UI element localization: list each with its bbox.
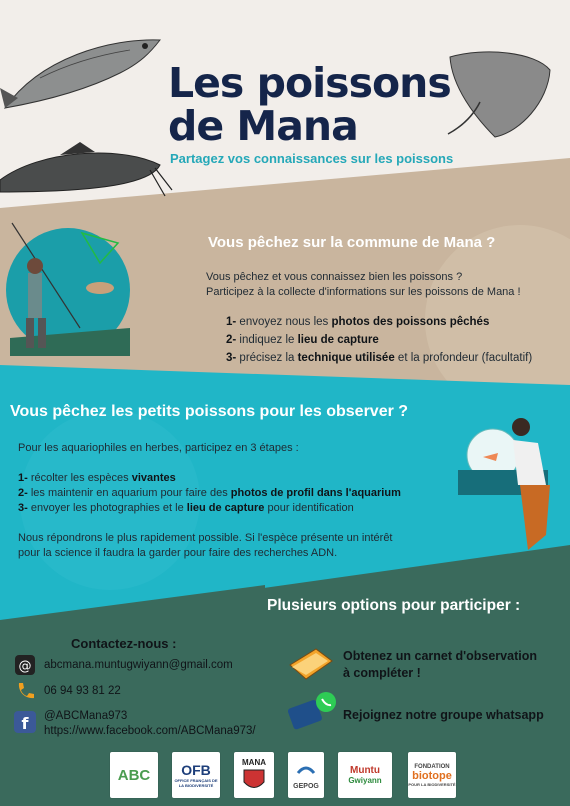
ofb-logo: OFB OFFICE FRANÇAIS DE LA BIODIVERSITÉ	[172, 752, 220, 798]
fishing-step: 1- envoyez nous les photos des poissons pêchés	[226, 316, 490, 328]
aquarium-step: 2- les maintenir en aquarium pour faire des photos de profil dans l'aquarium	[18, 487, 401, 499]
title-line-2: de Mana	[168, 102, 358, 150]
options-heading: Plusieurs options pour participer :	[267, 597, 521, 614]
aquarium-step: 3- envoyer les photographies et le lieu de capture pour identification	[18, 502, 354, 514]
aquarium-step: 1- récolter les espèces vivantes	[18, 472, 176, 484]
stingray-icon	[440, 42, 560, 147]
muntu-gwiyann-logo: Muntu Gwiyann	[338, 752, 392, 798]
email-link[interactable]: abcmana.muntugwiyann@gmail.com	[44, 659, 233, 671]
abc-logo: ABC	[110, 752, 158, 798]
fishing-intro-line-2: Participez à la collecte d'informations sur les poissons de Mana !	[206, 286, 521, 298]
fisher-woman-icon	[0, 218, 135, 356]
facebook-handle[interactable]: @ABCMana973	[44, 710, 128, 722]
mana-logo: MANA	[234, 752, 274, 798]
fishing-section-heading: Vous pêchez sur la commune de Mana ?	[208, 234, 496, 251]
aquarium-closing-line-1: Nous répondrons le plus rapidement possible. Si l'espèce présente un intérêt	[18, 532, 393, 544]
option-notebook-line-2: à compléter !	[343, 666, 421, 680]
aquarium-closing-line-2: pour la science il faudra la garder pour faire des recherches ADN.	[18, 547, 338, 559]
phone-row[interactable]	[14, 680, 121, 702]
phone-number[interactable]: 06 94 93 81 22	[44, 685, 121, 697]
catfish-icon	[0, 130, 175, 210]
notebook-icon	[286, 643, 334, 683]
aquarium-woman-icon	[458, 415, 566, 555]
page-title	[168, 59, 451, 150]
fondation-biotope-logo: FONDATION biotope POUR LA BIODIVERSITÉ	[408, 752, 456, 798]
option-whatsapp: Rejoignez notre groupe whatsapp	[343, 708, 544, 722]
option-notebook	[343, 648, 537, 682]
phone-icon	[14, 680, 36, 702]
title-line-1: Les poissons	[168, 59, 451, 107]
whatsapp-icon	[284, 690, 340, 732]
svg-text:f: f	[21, 714, 29, 733]
email-row[interactable]	[14, 654, 233, 676]
aquarium-intro: Pour les aquariophiles en herbes, participez en 3 étapes :	[18, 442, 299, 454]
fishing-intro-line-1: Vous pêchez et vous connaissez bien les poissons ?	[206, 271, 463, 283]
facebook-row[interactable]	[14, 709, 256, 739]
contact-title: Contactez-nous :	[71, 636, 177, 651]
svg-text:@: @	[18, 659, 32, 674]
aquarium-body	[18, 441, 401, 561]
option-notebook-line-1: Obtenez un carnet d'observation	[343, 649, 537, 663]
facebook-url[interactable]: https://www.facebook.com/ABCMana973/	[44, 725, 256, 737]
fishing-step: 2- indiquez le lieu de capture	[226, 334, 379, 346]
aquarium-section-heading: Vous pêchez les petits poissons pour les observer ?	[10, 403, 409, 420]
fishing-steps	[226, 313, 532, 367]
fishing-step: 3- précisez la technique utilisée et la profondeur (facultatif)	[226, 352, 533, 364]
gepog-logo: GEPOG	[288, 752, 324, 798]
subtitle: Partagez vos connaissances sur les poissons	[170, 151, 454, 166]
fishing-intro	[206, 270, 521, 300]
fish-icon	[0, 18, 170, 128]
at-icon	[14, 654, 36, 676]
facebook-icon	[14, 711, 36, 733]
